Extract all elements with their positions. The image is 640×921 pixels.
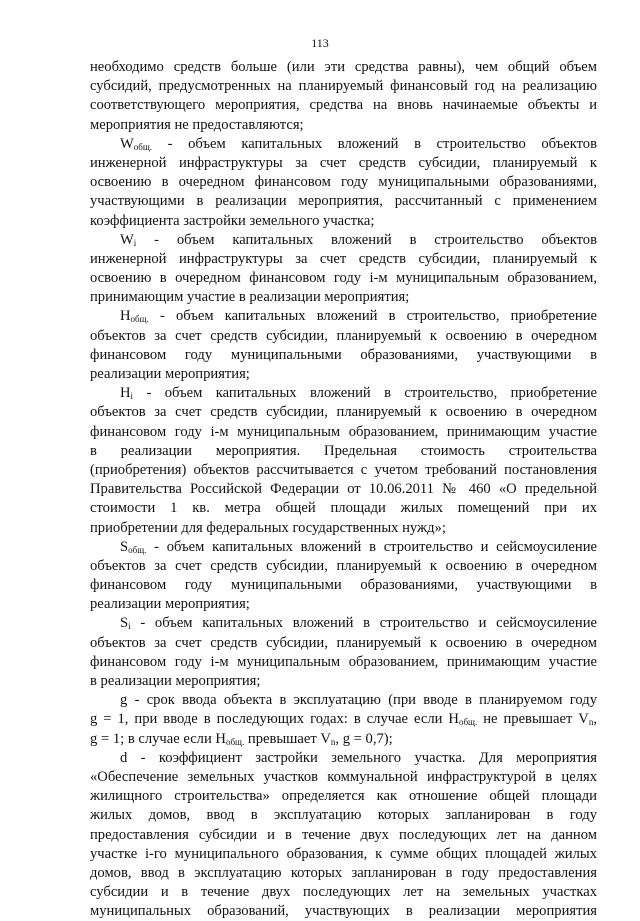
subscript: i	[133, 237, 137, 248]
text-run: g = 1; в случае если H	[90, 730, 226, 747]
text-run: соответствующего мероприятия, средства на вновь начинаемые объекты и	[90, 97, 597, 114]
text-line	[90, 327, 597, 346]
text-run: инженерной инфраструктуры за счет средств субсидии, планируемый к	[90, 250, 597, 267]
text-run: финансовом году i-м муниципальным образованием, принимающим участие	[90, 653, 597, 670]
text-run: не превышает V	[477, 711, 589, 728]
text-run: S	[120, 538, 129, 555]
text-run: Правительства Российской Федерации от 10.06.2011 № 460 «О предельной	[90, 481, 597, 498]
text-run: (приобретения) объектов рассчитывается с учетом требований постановления	[90, 461, 597, 478]
text-run: инженерной инфраструктуры за счет средств субсидии, планируемый к	[90, 154, 597, 171]
text-run: освоению в очередном финансовом году i-м муниципальным образованием,	[90, 270, 597, 287]
text-line	[90, 346, 597, 365]
text-line	[90, 845, 597, 864]
text-run: приобретении для федеральных государственных нужд»;	[90, 519, 446, 536]
subscript: общ.	[225, 736, 245, 747]
text-run: освоению в очередном финансовом году муниципальными образованиями,	[90, 174, 597, 191]
text-line	[90, 595, 597, 614]
text-run: принимающим участие в реализации мероприятия;	[90, 289, 410, 306]
text-run: необходимо средств больше (или эти средства равны), чем общий объем	[90, 59, 597, 75]
text-run: - объем капитальных вложений в строительство объектов	[152, 135, 597, 152]
text-line	[90, 461, 597, 480]
subscript: общ.	[133, 141, 153, 152]
text-run: жилых домов, ввод в эксплуатацию которых запланирован в году	[90, 807, 597, 824]
text-run: - объем капитальных вложений в строительство, приобретение	[133, 385, 597, 402]
text-line	[90, 58, 597, 77]
text-run: стоимости 1 кв. метра общей площади жилых помещений при их	[90, 500, 597, 517]
text-line	[90, 212, 597, 231]
text-line	[90, 730, 597, 749]
text-run: g - срок ввода объекта в эксплуатацию (при вводе в планируемом году	[120, 692, 597, 709]
text-run: H	[120, 308, 131, 325]
text-line	[90, 135, 597, 154]
text-line	[90, 442, 597, 461]
text-run: «Обеспечение земельных участков коммунальной инфраструктурой в целях	[90, 768, 597, 785]
text-run: финансовом году муниципальными образованиями, участвующими в	[90, 577, 597, 594]
text-run: муниципальных образований, участвующих в реализации мероприятия	[90, 903, 597, 920]
text-run: W	[120, 135, 134, 152]
text-run: - объем капитальных вложений в строительство объектов	[136, 231, 597, 248]
text-line	[90, 768, 597, 787]
text-run: финансовом году муниципальными образованиями, участвующими в	[90, 346, 597, 363]
subscript: общ.	[128, 544, 147, 555]
text-line	[90, 557, 597, 576]
text-run: субсидии и в течение двух последующих лет на земельных участках	[90, 884, 597, 901]
text-run: - объем капитальных вложений в строительство и сейсмоусиление	[130, 615, 597, 632]
text-line	[90, 691, 597, 710]
text-line	[90, 787, 597, 806]
text-run: S	[120, 615, 129, 632]
text-run: в реализации мероприятия. Предельная стоимость строительства	[90, 442, 597, 459]
text-line	[90, 480, 597, 499]
text-run: W	[120, 231, 134, 248]
text-line	[90, 173, 597, 192]
text-run: - объем капитальных вложений в строительство, приобретение	[148, 308, 597, 325]
text-line	[90, 576, 597, 595]
text-line	[90, 384, 597, 403]
body-text	[90, 58, 597, 921]
subscript: общ.	[130, 314, 149, 325]
text-line	[90, 499, 597, 518]
text-line	[90, 307, 597, 326]
text-run: объектов за счет средств субсидии, планируемый к освоению в очередном	[90, 634, 597, 651]
text-run: объектов за счет средств субсидии, планируемый к освоению в очередном	[90, 557, 597, 574]
page-number: 113	[311, 36, 329, 50]
text-line	[90, 365, 597, 384]
text-line	[90, 269, 597, 288]
text-line	[90, 250, 597, 269]
text-run: жилищного строительства» определяется как отношение общей площади	[90, 788, 597, 805]
text-line	[90, 519, 597, 538]
text-run: g = 1, при вводе в последующих годах: в случае если H	[90, 711, 459, 728]
text-run: участке i-го муниципального образования, к сумме общих площадей жилых	[90, 845, 597, 862]
text-line	[90, 864, 597, 883]
text-run: d - коэффициент застройки земельного участка. Для мероприятия	[120, 749, 597, 766]
text-line	[90, 672, 597, 691]
text-run: реализации мероприятия;	[90, 596, 250, 613]
text-line	[90, 423, 597, 442]
text-run: реализации мероприятия;	[90, 366, 250, 382]
text-run: - объем капитальных вложений в строительство и сейсмоусиление	[146, 538, 597, 555]
text-line	[90, 902, 597, 921]
text-line	[90, 403, 597, 422]
text-run: участвующими в реализации мероприятия, рассчитанный с применением	[90, 193, 597, 210]
text-line	[90, 749, 597, 768]
text-run: домов, ввод в эксплуатацию которых запланирован в году предоставления	[90, 864, 597, 881]
text-line	[90, 231, 597, 250]
text-line	[90, 806, 597, 825]
text-line	[90, 710, 597, 729]
text-run: превышает V	[244, 730, 331, 747]
text-line	[90, 538, 597, 557]
subscript: общ.	[458, 717, 478, 728]
text-run: мероприятия не предоставляются;	[90, 116, 304, 133]
text-run: в реализации мероприятия;	[90, 673, 261, 689]
text-line	[90, 883, 597, 902]
subscript: n	[588, 717, 594, 728]
text-line	[90, 77, 597, 96]
text-line	[90, 826, 597, 845]
text-line	[90, 192, 597, 211]
text-line	[90, 288, 597, 307]
text-run: H	[120, 385, 131, 402]
text-line	[90, 634, 597, 653]
text-run: ,	[593, 711, 597, 728]
subscript: i	[128, 621, 131, 632]
text-run: коэффициента застройки земельного участка;	[90, 212, 375, 229]
subscript: n	[330, 736, 336, 747]
text-run: финансовом году i-м муниципальным образованием, принимающим участие	[90, 423, 597, 440]
text-line	[90, 154, 597, 173]
text-run: объектов за счет средств субсидии, планируемый к освоению в очередном	[90, 404, 597, 421]
text-run: предоставления субсидии и в течение двух последующих лет на данном	[90, 826, 597, 843]
text-line	[90, 614, 597, 633]
text-line	[90, 653, 597, 672]
text-run: , g = 0,7);	[335, 730, 393, 747]
text-run: объектов за счет средств субсидии, планируемый к освоению в очередном	[90, 327, 597, 344]
text-line	[90, 116, 597, 135]
text-run: субсидий, предусмотренных на планируемый финансовый год на реализацию	[90, 78, 597, 95]
subscript: i	[130, 391, 134, 402]
text-line	[90, 96, 597, 115]
